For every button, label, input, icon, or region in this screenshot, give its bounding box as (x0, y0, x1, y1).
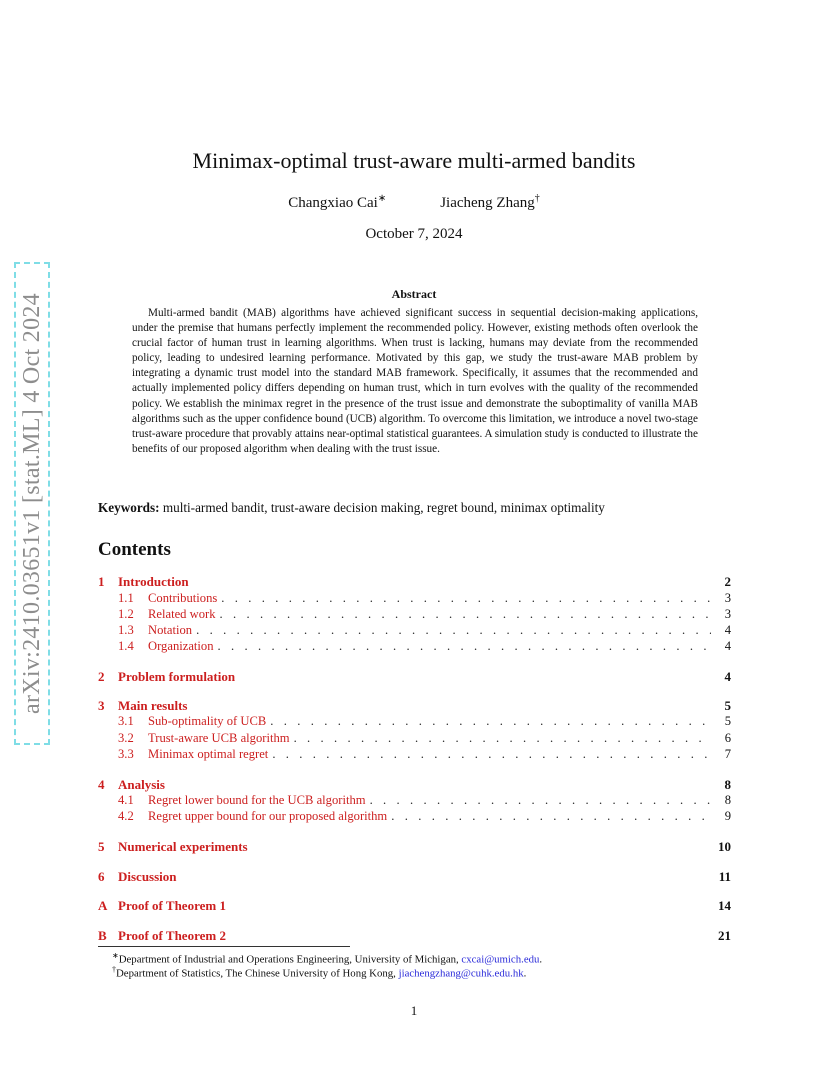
toc-entry-title-link[interactable]: Problem formulation (118, 669, 236, 684)
toc-entry[interactable] (98, 639, 731, 654)
toc-dot-leader (270, 714, 711, 729)
footnote-2-text: Department of Statistics, The Chinese University of Hong Kong, (116, 967, 399, 980)
toc-entry-page: 14 (718, 898, 731, 913)
toc-dot-leader (391, 809, 711, 824)
author-2-footnote-mark[interactable]: † (534, 193, 540, 204)
toc-entry-title-link[interactable]: Notation (148, 623, 193, 637)
toc-entry-page: 6 (724, 731, 731, 745)
toc-entry[interactable] (98, 607, 731, 622)
toc-entry[interactable] (98, 714, 731, 729)
toc-dot-leader (196, 623, 711, 638)
toc-entry-number: 4.1 (118, 793, 134, 807)
paper-title: Minimax-optimal trust-aware multi-armed bandits (192, 148, 636, 173)
toc-entry-number: 3.1 (118, 714, 134, 728)
toc-entry-page: 10 (718, 839, 731, 854)
footnote-1-email-link[interactable]: cxcai@umich.edu (461, 953, 540, 966)
keywords-text: multi-armed bandit, trust-aware decision making, regret bound, minimax optimality (162, 500, 605, 515)
toc-entry-number: 1.2 (118, 607, 134, 621)
author-2 (440, 193, 540, 212)
toc-entry-page: 21 (718, 928, 731, 943)
publication-date: October 7, 2024 (365, 226, 463, 242)
toc-entry-page: 4 (724, 623, 731, 637)
footnote-2-mark: † (112, 965, 116, 974)
toc-entry-number: 4.2 (118, 809, 134, 823)
toc-entry[interactable] (98, 898, 731, 914)
footnote-1-end: . (539, 953, 543, 966)
toc-entry-number: 1.1 (118, 591, 134, 605)
footnote-2 (112, 965, 526, 980)
toc-entry-page: 5 (724, 714, 731, 728)
toc-entry-number: 1.3 (118, 623, 134, 637)
toc-entry-number: 1.4 (118, 639, 134, 653)
toc-entry-page: 8 (724, 777, 731, 792)
toc-entry[interactable] (98, 591, 731, 606)
toc-entry[interactable] (98, 928, 731, 944)
toc-entry[interactable] (98, 623, 731, 638)
toc-entry-title-link[interactable]: Analysis (118, 777, 165, 792)
toc-entry-number: 6 (98, 869, 105, 884)
footnote-2-email-link[interactable]: jiachengzhang@cuhk.edu.hk (398, 967, 524, 980)
toc-entry-title-link[interactable]: Numerical experiments (118, 839, 248, 854)
toc-entry-title-link[interactable]: Contributions (148, 591, 218, 605)
toc-entry-title-link[interactable]: Sub-optimality of UCB (148, 714, 267, 728)
footnote-1-mark: ∗ (112, 951, 119, 960)
toc-dot-leader (220, 607, 712, 622)
toc-entry[interactable] (98, 777, 731, 793)
toc-entry-page: 3 (724, 607, 731, 621)
toc-dot-leader (221, 591, 711, 606)
contents-heading: Contents (98, 539, 171, 560)
toc-entry-title-link[interactable]: Trust-aware UCB algorithm (148, 731, 290, 745)
toc-entry[interactable] (98, 574, 731, 590)
author-1 (288, 193, 386, 212)
toc-dot-leader (294, 731, 711, 746)
toc-entry-title-link[interactable]: Regret lower bound for the UCB algorithm (148, 793, 366, 807)
page-number: 1 (410, 1003, 418, 1018)
toc-entry-number: 3.3 (118, 747, 134, 761)
toc-entry-page: 9 (724, 809, 731, 823)
toc-entry[interactable] (98, 839, 731, 855)
footnote-1-text: Department of Industrial and Operations Engineering, University of Michigan, (118, 953, 462, 966)
toc-entry-page: 3 (724, 591, 731, 605)
abstract-heading: Abstract (391, 287, 437, 301)
toc-entry-number: 3.2 (118, 731, 134, 745)
toc-entry-number: 4 (98, 777, 105, 792)
toc-dot-leader (218, 639, 711, 654)
toc-entry[interactable] (98, 669, 731, 685)
toc-entry[interactable] (98, 809, 731, 824)
toc-entry-page: 11 (718, 869, 731, 884)
footnote-1 (112, 951, 542, 966)
author-1-footnote-mark[interactable]: ∗ (377, 193, 387, 204)
toc-entry-title-link[interactable]: Minimax optimal regret (148, 747, 269, 761)
author-list (0, 193, 828, 212)
toc-entry-number: 2 (98, 669, 105, 684)
toc-entry[interactable] (98, 698, 731, 714)
keywords-line (98, 500, 738, 516)
toc-entry-number: A (98, 898, 108, 913)
toc-entry-number: 1 (98, 574, 105, 589)
toc-entry-title-link[interactable]: Related work (148, 607, 216, 621)
toc-entry[interactable] (98, 793, 731, 808)
toc-entry-title-link[interactable]: Regret upper bound for our proposed algorithm (148, 809, 388, 823)
author-1-name: Changxiao Cai (288, 195, 378, 211)
toc-entry[interactable] (98, 747, 731, 762)
footnote-divider (98, 946, 350, 947)
toc-entry-page: 4 (724, 669, 731, 684)
toc-dot-leader (370, 793, 711, 808)
arxiv-identifier-stamp[interactable] (14, 262, 50, 745)
toc-entry-number: B (98, 928, 107, 943)
toc-entry-number: 3 (98, 698, 105, 713)
abstract-body: Multi-armed bandit (MAB) algorithms have achieved significant success in sequential decision-making applications, under the premise that humans perfectly implement the recommended policy. However, existing methods often overlook the crucial factor of human trust in learning algorithms. When trust is lacking, humans may deviate from the recommended policy, leading to undesired learning performance. Motivated by this gap, we study the trust-aware MAB problem by integrating a dynamic trust model into the standard MAB framework. Specifically, it assumes that the recommended and actually implemented policy differs depending on human trust, which in turn evolves with the quality of the recommended policy. We establish the minimax regret in the presence of the trust issue and demonstrate the suboptimality of vanilla MAB algorithms such as the upper confidence bound (UCB) algorithm. To overcome this limitation, we introduce a novel two-stage trust-aware procedure that provably attains near-optimal statistical guarantees. A simulation study is conducted to illustrate the benefits of our proposed algorithm when dealing with the trust issue. (132, 307, 698, 455)
toc-entry-page: 7 (724, 747, 731, 761)
toc-entry-title-link[interactable]: Discussion (118, 869, 177, 884)
toc-entry-title-link[interactable]: Introduction (118, 574, 189, 589)
toc-entry-title-link[interactable]: Main results (118, 698, 188, 713)
toc-entry-title-link[interactable]: Proof of Theorem 2 (118, 928, 226, 943)
toc-entry-page: 2 (724, 574, 731, 589)
footnote-2-end: . (523, 967, 527, 980)
toc-entry[interactable] (98, 869, 731, 885)
toc-entry-title-link[interactable]: Proof of Theorem 1 (118, 898, 226, 913)
keywords-label: Keywords: (98, 500, 160, 515)
toc-entry-page: 5 (724, 698, 731, 713)
toc-entry-number: 5 (98, 839, 105, 854)
toc-dot-leader (272, 747, 711, 762)
toc-entry-page: 4 (724, 639, 731, 653)
toc-entry-page: 8 (724, 793, 731, 807)
toc-entry[interactable] (98, 731, 731, 746)
author-2-name: Jiacheng Zhang (440, 195, 535, 211)
arxiv-identifier-text: arXiv:2410.03651v1 [stat.ML] 4 Oct 2024 (18, 293, 45, 714)
toc-entry-title-link[interactable]: Organization (148, 639, 214, 653)
